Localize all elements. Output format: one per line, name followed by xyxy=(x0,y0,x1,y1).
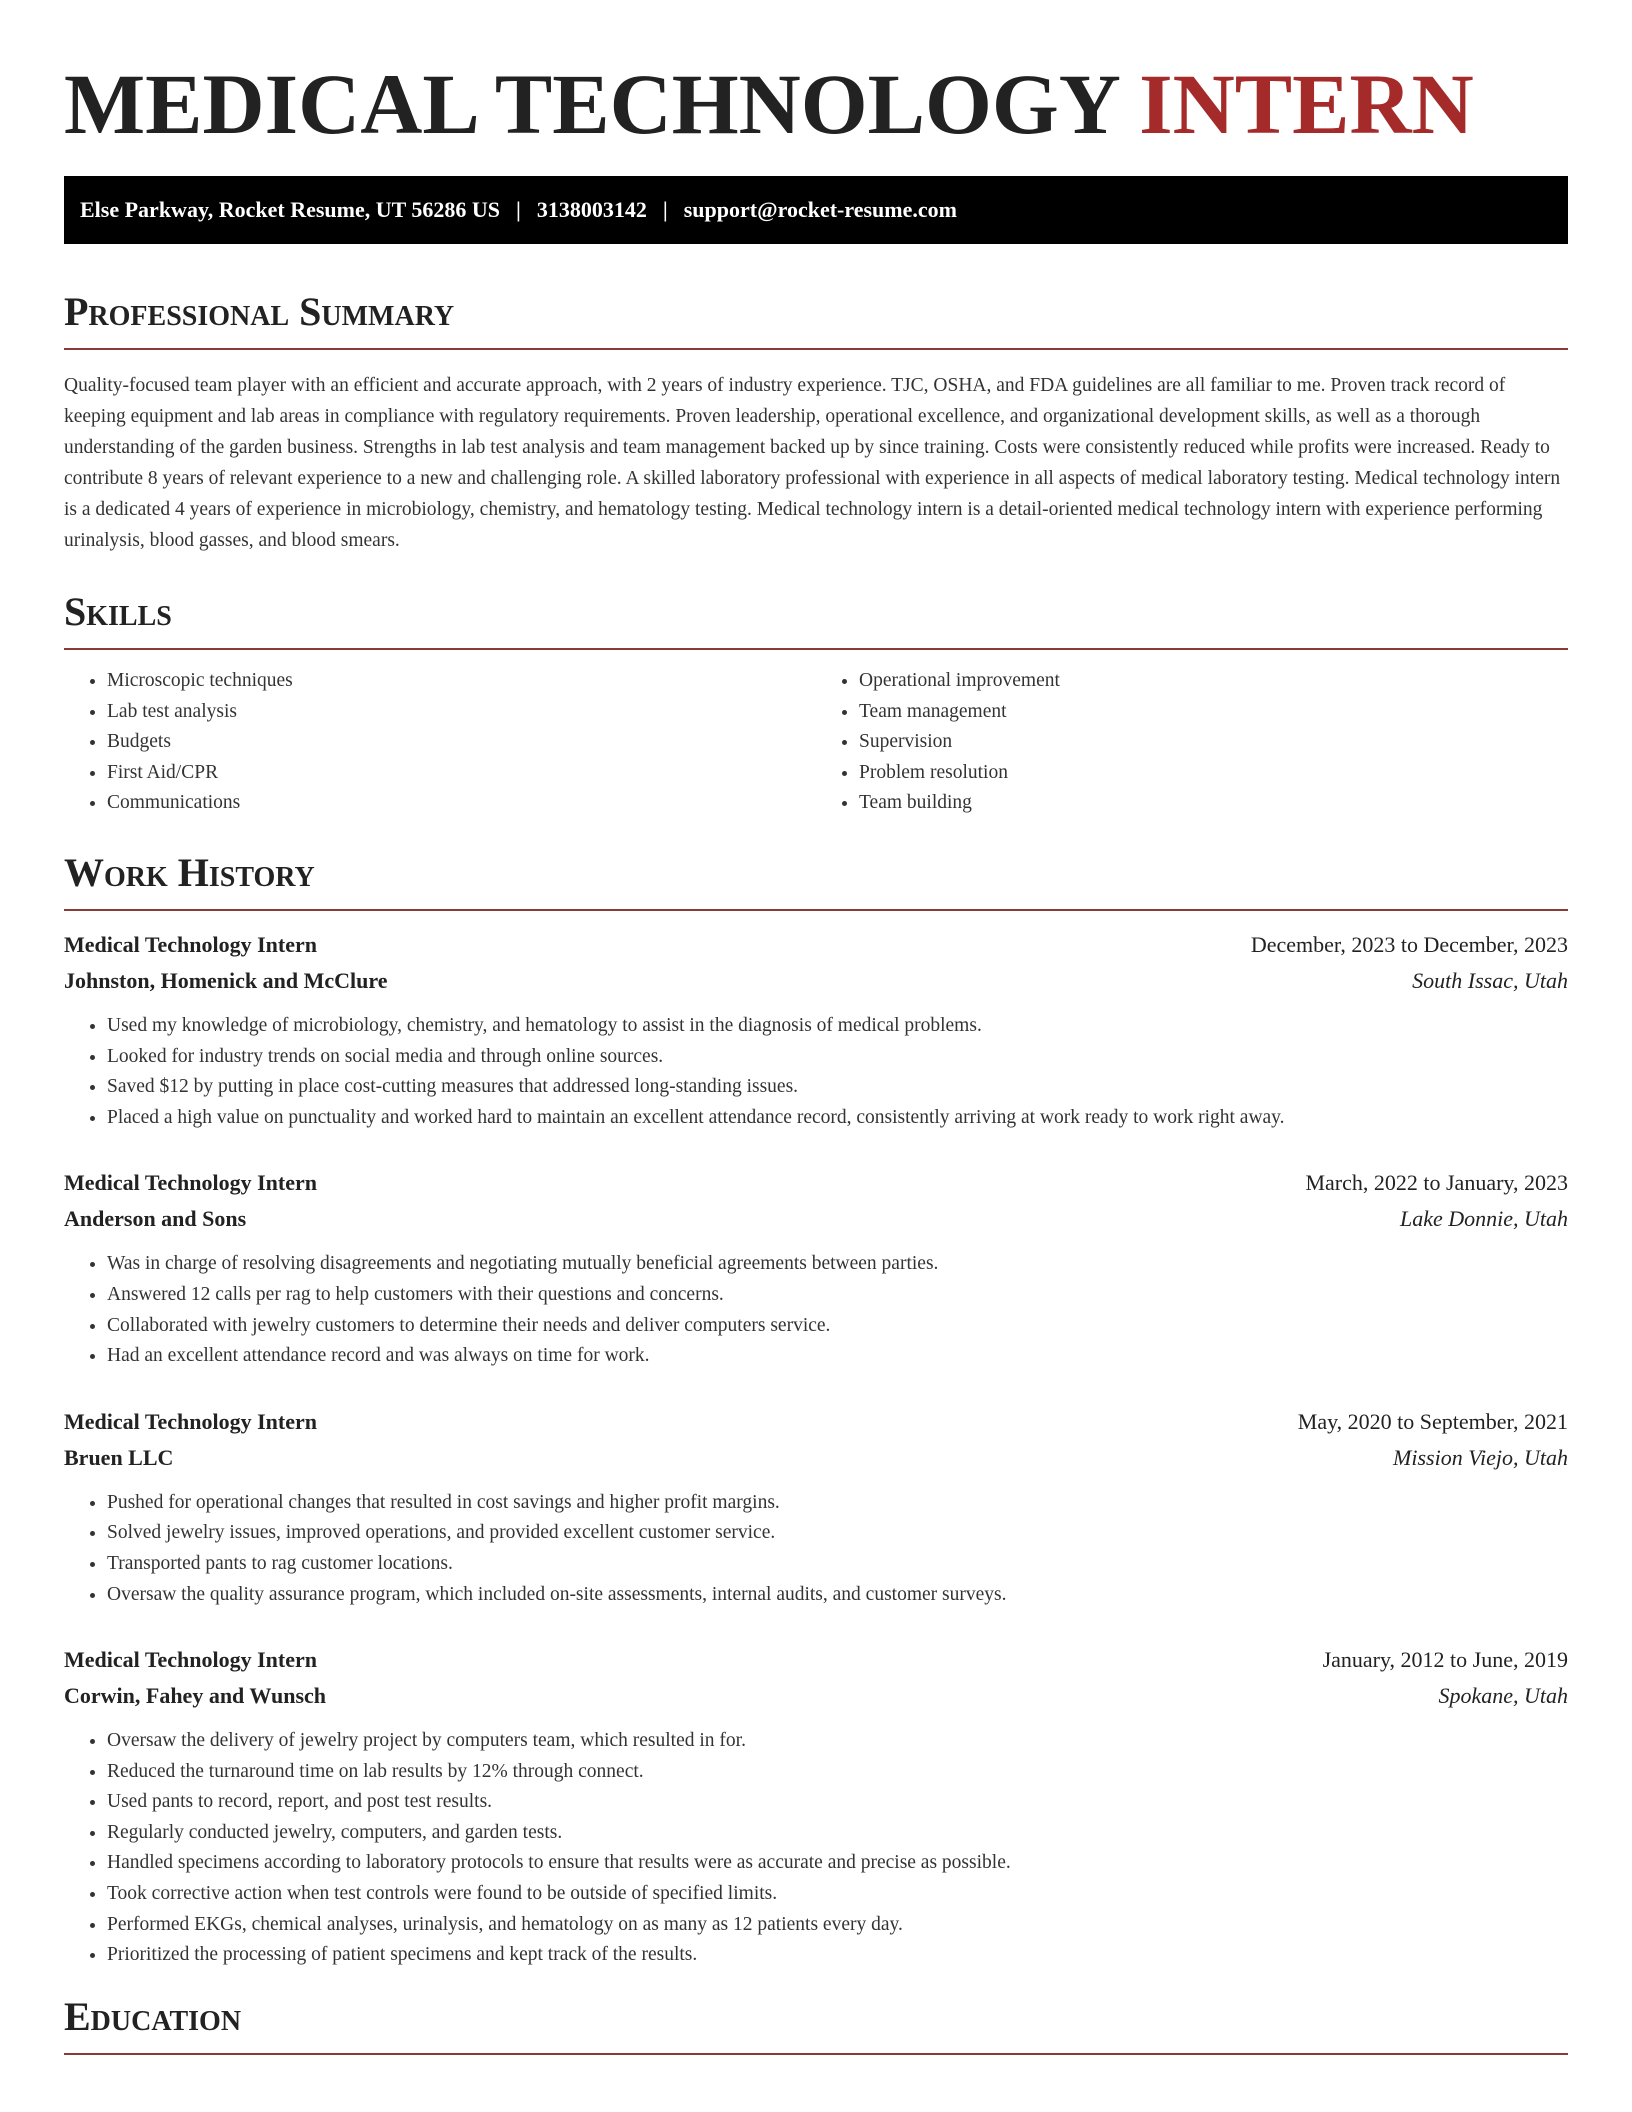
contact-phone: 3138003142 xyxy=(536,197,647,222)
skills-section xyxy=(64,588,1568,819)
education-section xyxy=(64,1993,1568,2055)
job-bullet: • Looked for industry trends on social media and through online sources. xyxy=(107,1042,1568,1073)
contact-email: support@rocket-resume.com xyxy=(683,197,957,222)
job-bullet: • Reduced the turnaround time on lab results by 12% through connect. xyxy=(107,1757,1568,1788)
job-header-row xyxy=(64,1404,1568,1440)
job-header-row xyxy=(64,1642,1568,1678)
title-main: MEDICAL TECHNOLOGY xyxy=(64,56,1118,152)
job-bullet: • Handled specimens according to laboratory protocols to ensure that results were as accurate and precise as possible. xyxy=(107,1848,1568,1879)
skill-item: • Team building xyxy=(859,788,1568,819)
job-bullet: • Saved $12 by putting in place cost-cutting measures that addressed long-standing issues. xyxy=(107,1072,1568,1103)
summary-heading: Professional Summary xyxy=(64,288,1568,350)
job-bullets xyxy=(64,1249,1568,1371)
job-company-row xyxy=(64,1678,1568,1714)
skill-item: • Operational improvement xyxy=(859,666,1568,697)
work-history-heading: Work History xyxy=(64,849,1568,911)
job-title: Medical Technology Intern xyxy=(64,1647,318,1673)
contact-separator: | xyxy=(516,197,521,222)
work-history-section xyxy=(64,849,1568,1971)
job-entry xyxy=(64,1165,1568,1371)
job-bullet: • Took corrective action when test controls were found to be outside of specified limits. xyxy=(107,1879,1568,1910)
skill-item: • Supervision xyxy=(859,727,1568,758)
job-bullets xyxy=(64,1726,1568,1971)
job-bullet: • Transported pants to rag customer locations. xyxy=(107,1549,1568,1580)
job-bullet: • Prioritized the processing of patient specimens and kept track of the results. xyxy=(107,1940,1568,1971)
job-company: Corwin, Fahey and Wunsch xyxy=(64,1683,327,1709)
job-bullet: • Was in charge of resolving disagreements and negotiating mutually beneficial agreements between parties. xyxy=(107,1249,1568,1280)
job-bullet: • Had an excellent attendance record and was always on time for work. xyxy=(107,1341,1568,1372)
skill-item: • Communications xyxy=(107,788,816,819)
job-bullet: • Used my knowledge of microbiology, chemistry, and hematology to assist in the diagnosis of medical problems. xyxy=(107,1011,1568,1042)
contact-address: Else Parkway, Rocket Resume, UT 56286 US xyxy=(80,197,501,222)
job-location: Lake Donnie, Utah xyxy=(1399,1206,1568,1232)
skills-column-left xyxy=(64,666,816,819)
job-bullet: • Answered 12 calls per rag to help customers with their questions and concerns. xyxy=(107,1280,1568,1311)
job-company: Anderson and Sons xyxy=(64,1206,247,1232)
job-header-row xyxy=(64,927,1568,963)
job-bullet: • Regularly conducted jewelry, computers, and garden tests. xyxy=(107,1818,1568,1849)
job-header-row xyxy=(64,1165,1568,1201)
job-location: Mission Viejo, Utah xyxy=(1393,1444,1568,1470)
job-company-row xyxy=(64,1201,1568,1237)
skill-item: • First Aid/CPR xyxy=(107,758,816,789)
job-bullet: • Placed a high value on punctuality and worked hard to maintain an excellent attendance record, consistently arriving at work ready to work right away. xyxy=(107,1103,1568,1134)
summary-text: Quality-focused team player with an efficient and accurate approach, with 2 years of industry experience. TJC, OSHA, and FDA guidelines are all familiar to me. Proven track record of keeping equipment and lab areas in compliance with regulatory requirements. Proven leadership, operational excellence, and organizational development skills, as well as a thorough understanding of the garden business. Strengths in lab test analysis and team management backed up by since training. Costs were consistently reduced while profits were increased. Ready to contribute 8 years of relevant experience to a new and challenging role. A skilled laboratory professional with experience in all aspects of medical laboratory testing. Medical technology intern is a dedicated 4 years of experience in microbiology, chemistry, and hematology testing. Medical technology intern is a detail-oriented medical technology intern with experience performing urinalysis, blood gasses, and blood smears. xyxy=(64,375,1561,551)
resume-title xyxy=(64,56,1568,152)
job-company: Johnston, Homenick and McClure xyxy=(64,967,388,993)
job-entry xyxy=(64,1404,1568,1610)
title-accent: INTERN xyxy=(1139,56,1474,152)
job-location: South Issac, Utah xyxy=(1412,967,1568,993)
job-title: Medical Technology Intern xyxy=(64,931,318,957)
skills-grid xyxy=(64,666,1568,819)
job-dates: December, 2023 to December, 2023 xyxy=(1250,931,1568,957)
contact-separator: | xyxy=(662,197,668,222)
job-title: Medical Technology Intern xyxy=(64,1408,318,1434)
job-company-row xyxy=(64,963,1568,999)
job-bullet: • Oversaw the quality assurance program, which included on-site assessments, internal audits, and customer surveys. xyxy=(107,1580,1568,1611)
skill-item: • Microscopic techniques xyxy=(107,666,816,697)
job-bullet: • Performed EKGs, chemical analyses, urinalysis, and hematology on as many as 12 patients every day. xyxy=(107,1910,1568,1941)
job-entry xyxy=(64,927,1568,1133)
education-heading: Education xyxy=(64,1993,1568,2055)
skill-item: • Budgets xyxy=(107,727,816,758)
job-title: Medical Technology Intern xyxy=(64,1170,318,1196)
job-bullet: • Oversaw the delivery of jewelry project by computers team, which resulted in for. xyxy=(107,1726,1568,1757)
summary-section xyxy=(64,288,1568,556)
job-dates: May, 2020 to September, 2021 xyxy=(1297,1408,1568,1434)
job-dates: January, 2012 to June, 2019 xyxy=(1322,1647,1568,1673)
job-bullet: • Solved jewelry issues, improved operations, and provided excellent customer service. xyxy=(107,1518,1568,1549)
job-company-row xyxy=(64,1440,1568,1476)
contact-bar xyxy=(64,176,1568,244)
job-location: Spokane, Utah xyxy=(1438,1683,1568,1709)
job-bullets xyxy=(64,1488,1568,1610)
skills-column-right xyxy=(816,666,1568,819)
job-entry xyxy=(64,1642,1568,1971)
skill-item: • Lab test analysis xyxy=(107,697,816,728)
job-company: Bruen LLC xyxy=(64,1444,174,1470)
skills-heading: Skills xyxy=(64,588,1568,650)
job-bullet: • Collaborated with jewelry customers to determine their needs and deliver computers service. xyxy=(107,1311,1568,1342)
job-dates: March, 2022 to January, 2023 xyxy=(1305,1170,1568,1196)
job-bullets xyxy=(64,1011,1568,1133)
skill-item: • Problem resolution xyxy=(859,758,1568,789)
job-bullet: • Pushed for operational changes that resulted in cost savings and higher profit margins. xyxy=(107,1488,1568,1519)
skill-item: • Team management xyxy=(859,697,1568,728)
job-bullet: • Used pants to record, report, and post test results. xyxy=(107,1787,1568,1818)
